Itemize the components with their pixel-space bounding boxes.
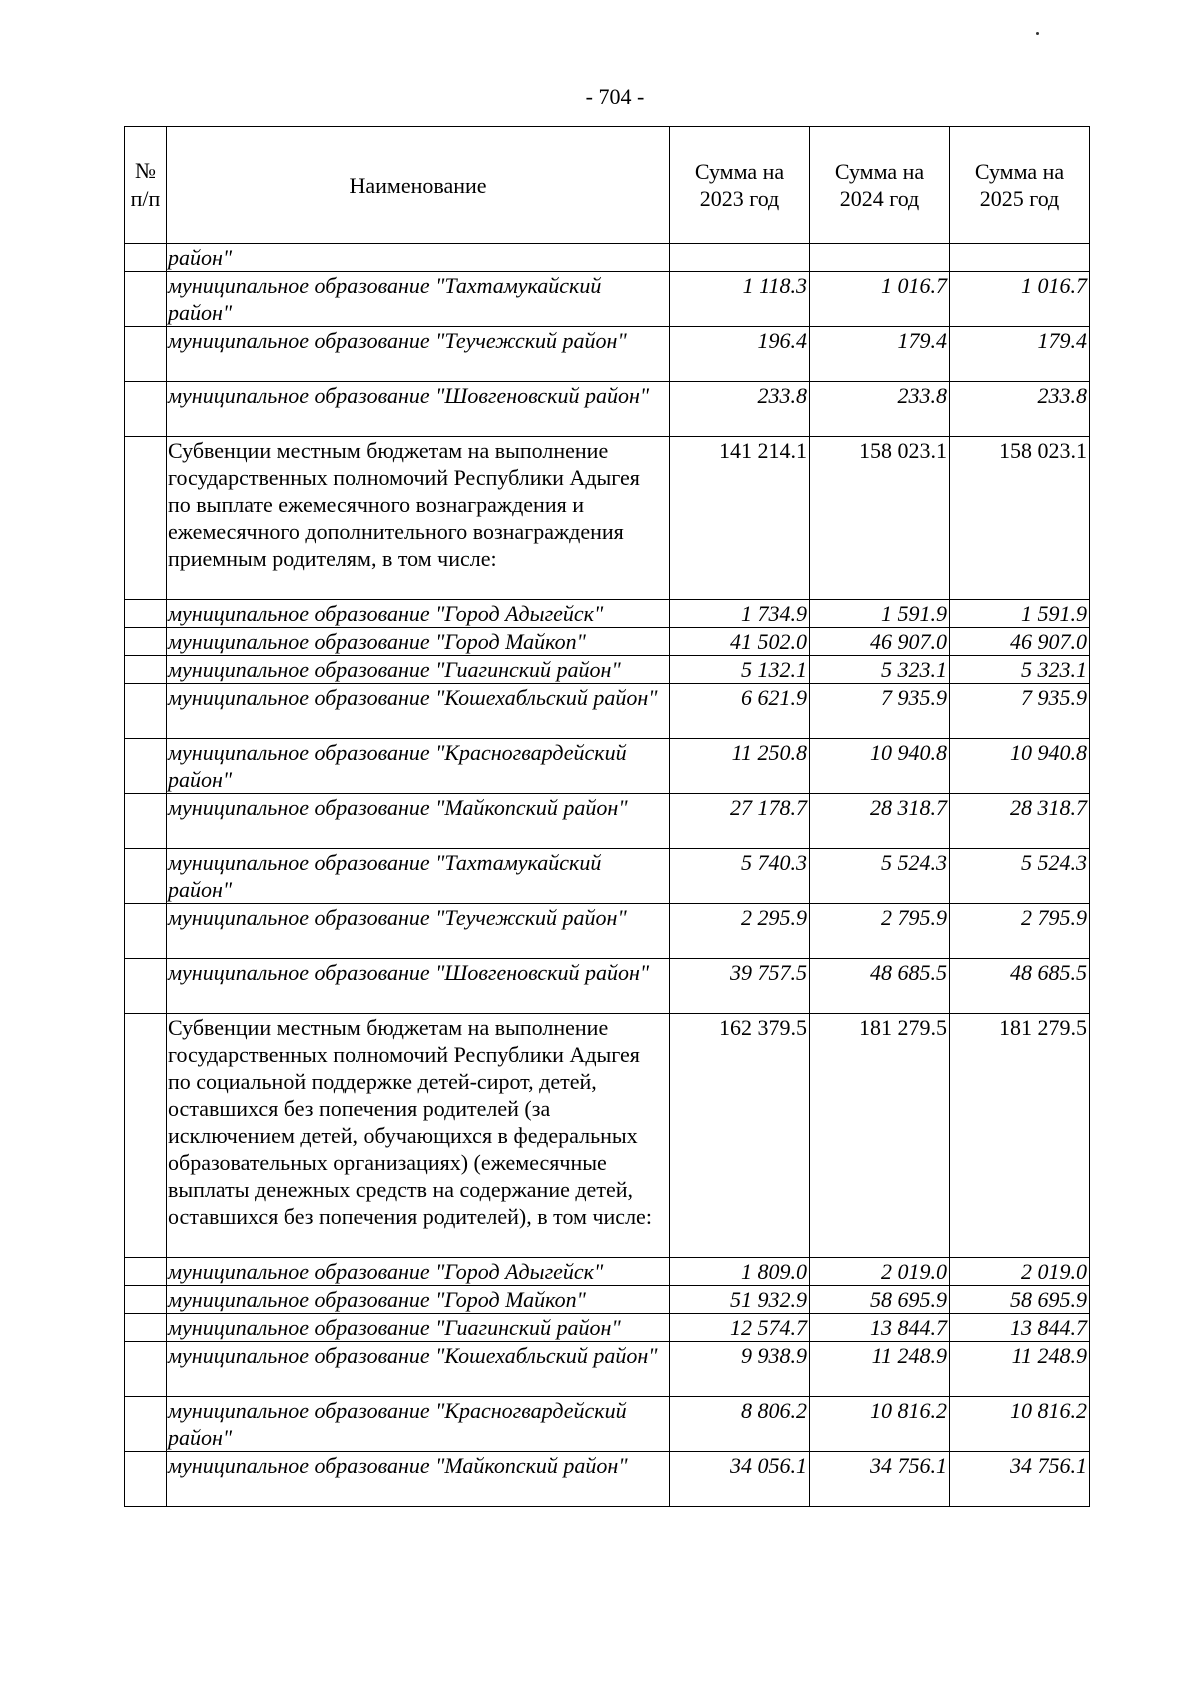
row-number xyxy=(125,244,167,272)
row-sum-2023: 5 740.3 xyxy=(670,849,810,904)
row-sum-2024: 13 844.7 xyxy=(810,1314,950,1342)
table-row xyxy=(125,739,1090,794)
row-number xyxy=(125,1314,167,1342)
budget-table xyxy=(124,126,1090,1507)
row-name: муниципальное образование "Тахтамукайский район" xyxy=(167,272,670,327)
row-sum-2023: 1 734.9 xyxy=(670,600,810,628)
row-sum-2024: 5 524.3 xyxy=(810,849,950,904)
row-sum-2023: 2 295.9 xyxy=(670,904,810,959)
table-row xyxy=(125,794,1090,849)
row-number xyxy=(125,794,167,849)
table-row xyxy=(125,272,1090,327)
row-number xyxy=(125,1014,167,1258)
row-number xyxy=(125,739,167,794)
table-row xyxy=(125,1258,1090,1286)
row-sum-2025 xyxy=(950,244,1090,272)
row-number xyxy=(125,1258,167,1286)
row-sum-2024: 179.4 xyxy=(810,327,950,382)
table-row xyxy=(125,684,1090,739)
row-name: муниципальное образование "Шовгеновский район" xyxy=(167,959,670,1014)
row-sum-2023: 12 574.7 xyxy=(670,1314,810,1342)
row-name: муниципальное образование "Красногвардейский район" xyxy=(167,1397,670,1452)
row-name: муниципальное образование "Теучежский район" xyxy=(167,327,670,382)
table-row xyxy=(125,904,1090,959)
row-sum-2024: 10 816.2 xyxy=(810,1397,950,1452)
table-row xyxy=(125,600,1090,628)
row-number xyxy=(125,959,167,1014)
row-sum-2023 xyxy=(670,244,810,272)
page-number: - 704 - xyxy=(585,84,645,109)
row-sum-2025: 233.8 xyxy=(950,382,1090,437)
table-row xyxy=(125,244,1090,272)
row-sum-2024: 34 756.1 xyxy=(810,1452,950,1507)
row-sum-2024: 28 318.7 xyxy=(810,794,950,849)
row-sum-2024: 11 248.9 xyxy=(810,1342,950,1397)
row-sum-2025: 58 695.9 xyxy=(950,1286,1090,1314)
row-sum-2024: 1 591.9 xyxy=(810,600,950,628)
row-number xyxy=(125,1452,167,1507)
row-sum-2025: 5 524.3 xyxy=(950,849,1090,904)
table-row xyxy=(125,959,1090,1014)
row-sum-2025: 13 844.7 xyxy=(950,1314,1090,1342)
row-sum-2023: 196.4 xyxy=(670,327,810,382)
header-number: № п/п xyxy=(125,127,167,244)
row-sum-2025: 10 940.8 xyxy=(950,739,1090,794)
table-body xyxy=(125,244,1090,1507)
table-header-row xyxy=(125,127,1090,244)
row-number xyxy=(125,684,167,739)
row-sum-2025: 7 935.9 xyxy=(950,684,1090,739)
row-number xyxy=(125,327,167,382)
table-row xyxy=(125,1014,1090,1258)
table-row xyxy=(125,849,1090,904)
row-sum-2023: 11 250.8 xyxy=(670,739,810,794)
row-sum-2024: 5 323.1 xyxy=(810,656,950,684)
row-sum-2023: 8 806.2 xyxy=(670,1397,810,1452)
row-sum-2025: 48 685.5 xyxy=(950,959,1090,1014)
row-sum-2023: 1 118.3 xyxy=(670,272,810,327)
row-sum-2024: 233.8 xyxy=(810,382,950,437)
row-sum-2025: 1 016.7 xyxy=(950,272,1090,327)
table-row xyxy=(125,327,1090,382)
table-row xyxy=(125,1286,1090,1314)
scan-speck xyxy=(1036,32,1039,35)
row-sum-2023: 5 132.1 xyxy=(670,656,810,684)
row-sum-2025: 10 816.2 xyxy=(950,1397,1090,1452)
row-name: муниципальное образование "Красногвардейский район" xyxy=(167,739,670,794)
row-sum-2024: 181 279.5 xyxy=(810,1014,950,1258)
row-sum-2024: 48 685.5 xyxy=(810,959,950,1014)
row-sum-2023: 27 178.7 xyxy=(670,794,810,849)
row-sum-2025: 179.4 xyxy=(950,327,1090,382)
row-name: муниципальное образование "Город Адыгейск" xyxy=(167,600,670,628)
row-sum-2024: 7 935.9 xyxy=(810,684,950,739)
row-sum-2025: 2 019.0 xyxy=(950,1258,1090,1286)
row-number xyxy=(125,382,167,437)
row-sum-2024: 2 019.0 xyxy=(810,1258,950,1286)
row-name: муниципальное образование "Кошехабльский район" xyxy=(167,1342,670,1397)
row-sum-2023: 39 757.5 xyxy=(670,959,810,1014)
row-name: муниципальное образование "Шовгеновский район" xyxy=(167,382,670,437)
row-sum-2025: 2 795.9 xyxy=(950,904,1090,959)
table-row xyxy=(125,382,1090,437)
table-row xyxy=(125,628,1090,656)
row-number xyxy=(125,600,167,628)
row-number xyxy=(125,904,167,959)
table-row xyxy=(125,1397,1090,1452)
row-number xyxy=(125,1286,167,1314)
row-sum-2025: 5 323.1 xyxy=(950,656,1090,684)
row-sum-2024 xyxy=(810,244,950,272)
table-row xyxy=(125,656,1090,684)
row-sum-2023: 6 621.9 xyxy=(670,684,810,739)
row-number xyxy=(125,1342,167,1397)
row-name: Субвенции местным бюджетам на выполнение государственных полномочий Республики Адыгея по социальной поддержке детей-сирот, детей, оставшихся без попечения родителей (за исключением детей, обучающихся в федеральных образовательных организациях) (ежемесячные выплаты денежных средств на содержание детей, оставшихся без попечения родителей), в том числе: xyxy=(167,1014,670,1258)
table-row xyxy=(125,1314,1090,1342)
row-name: муниципальное образование "Кошехабльский район" xyxy=(167,684,670,739)
row-name: муниципальное образование "Майкопский район" xyxy=(167,794,670,849)
header-sum-2023: Сумма на 2023 год xyxy=(670,127,810,244)
row-name: Субвенции местным бюджетам на выполнение государственных полномочий Республики Адыгея по выплате ежемесячного вознаграждения и ежемесячного дополнительного вознаграждения приемным родителям, в том числе: xyxy=(167,437,670,600)
row-sum-2025: 1 591.9 xyxy=(950,600,1090,628)
row-sum-2023: 1 809.0 xyxy=(670,1258,810,1286)
row-name: муниципальное образование "Город Майкоп" xyxy=(167,1286,670,1314)
row-sum-2024: 2 795.9 xyxy=(810,904,950,959)
row-sum-2023: 51 932.9 xyxy=(670,1286,810,1314)
row-sum-2024: 10 940.8 xyxy=(810,739,950,794)
row-number xyxy=(125,272,167,327)
row-sum-2025: 158 023.1 xyxy=(950,437,1090,600)
row-sum-2023: 9 938.9 xyxy=(670,1342,810,1397)
row-sum-2025: 181 279.5 xyxy=(950,1014,1090,1258)
row-sum-2025: 34 756.1 xyxy=(950,1452,1090,1507)
row-sum-2023: 34 056.1 xyxy=(670,1452,810,1507)
row-sum-2025: 28 318.7 xyxy=(950,794,1090,849)
header-sum-2024: Сумма на 2024 год xyxy=(810,127,950,244)
row-name: муниципальное образование "Город Майкоп" xyxy=(167,628,670,656)
row-name: муниципальное образование "Гиагинский район" xyxy=(167,1314,670,1342)
row-number xyxy=(125,656,167,684)
row-sum-2024: 158 023.1 xyxy=(810,437,950,600)
row-name: муниципальное образование "Теучежский район" xyxy=(167,904,670,959)
table-row xyxy=(125,1452,1090,1507)
row-sum-2023: 141 214.1 xyxy=(670,437,810,600)
row-sum-2025: 11 248.9 xyxy=(950,1342,1090,1397)
row-sum-2025: 46 907.0 xyxy=(950,628,1090,656)
table-row xyxy=(125,1342,1090,1397)
row-name: муниципальное образование "Майкопский район" xyxy=(167,1452,670,1507)
row-name: муниципальное образование "Гиагинский район" xyxy=(167,656,670,684)
row-sum-2023: 162 379.5 xyxy=(670,1014,810,1258)
row-number xyxy=(125,849,167,904)
row-sum-2024: 58 695.9 xyxy=(810,1286,950,1314)
header-name: Наименование xyxy=(167,127,670,244)
row-number xyxy=(125,1397,167,1452)
row-sum-2023: 41 502.0 xyxy=(670,628,810,656)
row-name: муниципальное образование "Тахтамукайский район" xyxy=(167,849,670,904)
table-row xyxy=(125,437,1090,600)
header-sum-2025: Сумма на 2025 год xyxy=(950,127,1090,244)
row-name: район" xyxy=(167,244,670,272)
row-name: муниципальное образование "Город Адыгейск" xyxy=(167,1258,670,1286)
row-sum-2024: 46 907.0 xyxy=(810,628,950,656)
row-number xyxy=(125,628,167,656)
row-sum-2023: 233.8 xyxy=(670,382,810,437)
row-sum-2024: 1 016.7 xyxy=(810,272,950,327)
row-number xyxy=(125,437,167,600)
